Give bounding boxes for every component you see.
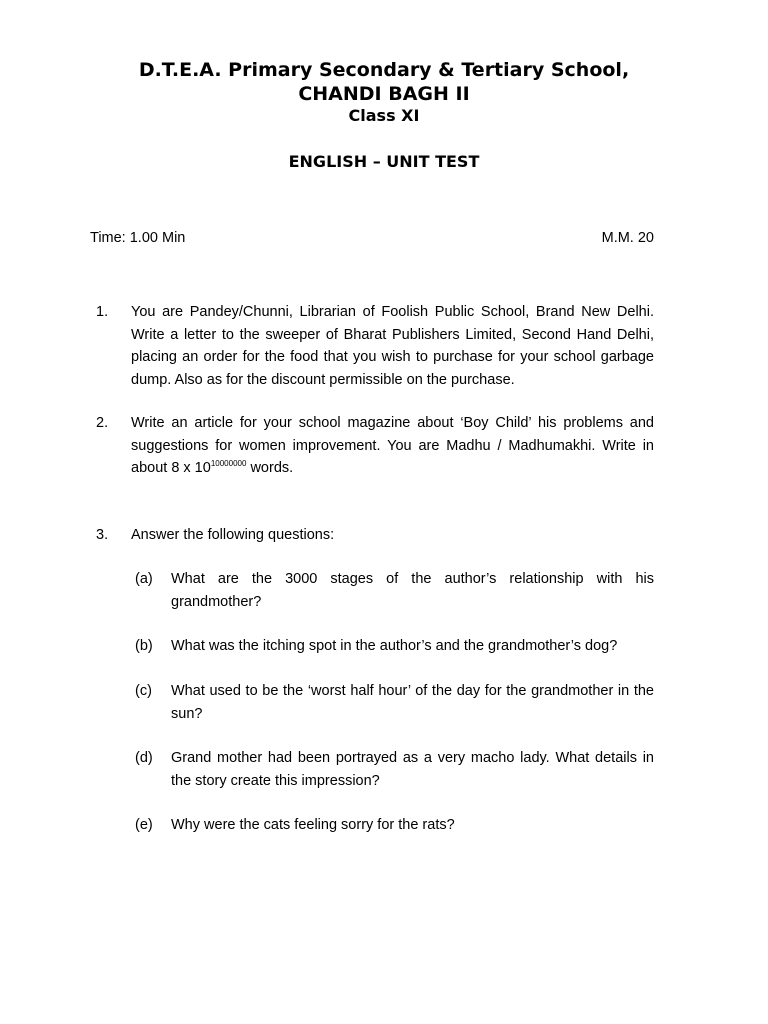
question-1-text: You are Pandey/Chunni, Librarian of Foolish Public School, Brand New Delhi. Write a letter to the sweeper of Bharat Publishers Limited, Second Hand Delhi, placing an order for the food that you wish to purchase for your school garbage dump. Also as for the discount permissible on the purchase. [131, 304, 654, 388]
school-name: D.T.E.A. Primary Secondary & Tertiary School, [138, 59, 630, 81]
question-2-text-end: words. [246, 460, 294, 476]
sub-question-d-text: Grand mother had been portrayed as a very macho lady. What details in the story create this impression? [171, 750, 654, 789]
question-2-number: 2. [96, 415, 109, 431]
test-title: ENGLISH – UNIT TEST [288, 152, 480, 171]
question-3-number: 3. [96, 527, 109, 543]
sub-question-b-text: What was the itching spot in the author’s and the grandmother’s dog? [171, 638, 618, 654]
sub-question-d-label: (d) [135, 750, 153, 766]
question-2-text-main: Write an article for your school magazine about ‘Boy Child’ his problems and suggestions for women improvement. You are Madhu / Madhumakhi. Write in about 8 x 10 [131, 415, 654, 476]
time-allowed: Time: 1.00 Min [90, 230, 186, 246]
sub-question-c-text: What used to be the ‘worst half hour’ of the day for the grandmother in the sun? [171, 683, 654, 722]
sub-question-e-text: Why were the cats feeling sorry for the rats? [171, 817, 455, 833]
question-3-text: Answer the following questions: [131, 527, 335, 543]
sub-question-a-label: (a) [135, 571, 153, 587]
school-branch: CHANDI BAGH II [298, 83, 470, 105]
sub-question-e-label: (e) [135, 817, 153, 833]
sub-question-c-label: (c) [135, 683, 152, 699]
maximum-marks: M.M. 20 [601, 230, 654, 246]
sub-question-a-text: What are the 3000 stages of the author’s relationship with his grandmother? [171, 571, 654, 610]
question-2-exponent: 10000000 [210, 459, 247, 468]
class-name: Class XI [348, 106, 420, 125]
question-1-number: 1. [96, 304, 109, 320]
question-2-text [131, 412, 654, 480]
sub-question-b-label: (b) [135, 638, 153, 654]
